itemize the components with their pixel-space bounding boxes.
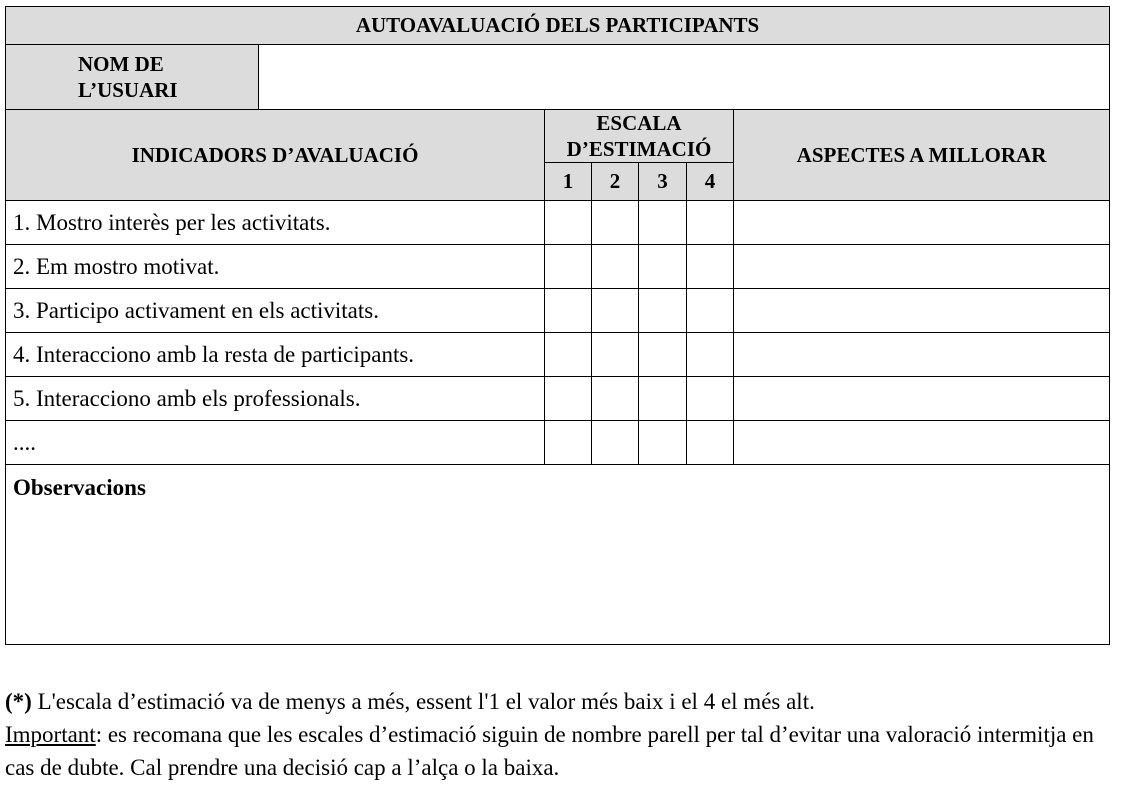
scale-value-1: 1 [545, 163, 592, 201]
scale-cell[interactable] [545, 333, 592, 377]
indicator-text: 2. Em mostro motivat. [6, 245, 545, 289]
indicator-text: 4. Interacciono amb la resta de participants. [6, 333, 545, 377]
scale-header-line2: D’ESTIMACIÓ [566, 137, 712, 161]
scale-cell[interactable] [592, 421, 639, 465]
table-row [6, 289, 1110, 333]
improve-header: ASPECTES A MILLORAR [734, 110, 1110, 201]
important-text: : es recomana que les escales d’estimació siguin de nombre parell per tal d’evitar una valoració intermitja en cas de dubte. Cal prendre una decisió cap a l’alça o la baixa. [5, 722, 1094, 780]
scale-value-4: 4 [687, 163, 734, 201]
scale-cell[interactable] [545, 201, 592, 245]
table-row [6, 377, 1110, 421]
scale-cell[interactable] [545, 421, 592, 465]
improve-cell[interactable] [734, 421, 1110, 465]
user-name-label-line1: NOM DE [78, 52, 164, 76]
scale-cell[interactable] [687, 289, 734, 333]
table-row [6, 421, 1110, 465]
scale-cell[interactable] [592, 333, 639, 377]
scale-cell[interactable] [687, 333, 734, 377]
notes-section [5, 685, 1115, 784]
scale-cell[interactable] [545, 245, 592, 289]
important-note [5, 718, 1115, 784]
improve-cell[interactable] [734, 377, 1110, 421]
user-name-field[interactable] [259, 45, 1110, 110]
scale-value-3: 3 [639, 163, 687, 201]
scale-cell[interactable] [639, 245, 687, 289]
scale-note [5, 685, 1115, 718]
scale-cell[interactable] [687, 201, 734, 245]
table-row [6, 333, 1110, 377]
scale-cell[interactable] [639, 333, 687, 377]
asterisk-marker: (*) [5, 689, 32, 714]
user-name-label [6, 45, 259, 110]
scale-cell[interactable] [592, 377, 639, 421]
indicator-text: 3. Participo activament en els activitats. [6, 289, 545, 333]
improve-cell[interactable] [734, 333, 1110, 377]
form-title: AUTOAVALUACIÓ DELS PARTICIPANTS [6, 7, 1110, 45]
scale-cell[interactable] [545, 289, 592, 333]
scale-cell[interactable] [592, 245, 639, 289]
improve-cell[interactable] [734, 201, 1110, 245]
table-row [6, 245, 1110, 289]
scale-cell[interactable] [687, 377, 734, 421]
scale-cell[interactable] [639, 377, 687, 421]
observations-box[interactable] [6, 465, 1110, 645]
scale-cell[interactable] [639, 201, 687, 245]
scale-cell[interactable] [639, 289, 687, 333]
scale-note-text: L'escala d’estimació va de menys a més, essent l'1 el valor més baix i el 4 el més alt. [31, 689, 815, 714]
scale-cell[interactable] [639, 421, 687, 465]
observations-label: Observacions [13, 475, 146, 500]
indicator-text: .... [6, 421, 545, 465]
table-row [6, 201, 1110, 245]
scale-cell[interactable] [687, 421, 734, 465]
scale-cell[interactable] [545, 377, 592, 421]
indicator-text: 5. Interacciono amb els professionals. [6, 377, 545, 421]
scale-value-2: 2 [592, 163, 639, 201]
scale-header [545, 110, 734, 163]
user-name-label-line2: L’USUARI [78, 78, 178, 102]
indicator-text: 1. Mostro interès per les activitats. [6, 201, 545, 245]
scale-cell[interactable] [592, 201, 639, 245]
improve-cell[interactable] [734, 289, 1110, 333]
scale-cell[interactable] [687, 245, 734, 289]
important-label: Important [5, 722, 96, 747]
scale-header-line1: ESCALA [596, 111, 682, 135]
scale-cell[interactable] [592, 289, 639, 333]
self-assessment-table [5, 6, 1110, 645]
indicators-header: INDICADORS D’AVALUACIÓ [6, 110, 545, 201]
improve-cell[interactable] [734, 245, 1110, 289]
